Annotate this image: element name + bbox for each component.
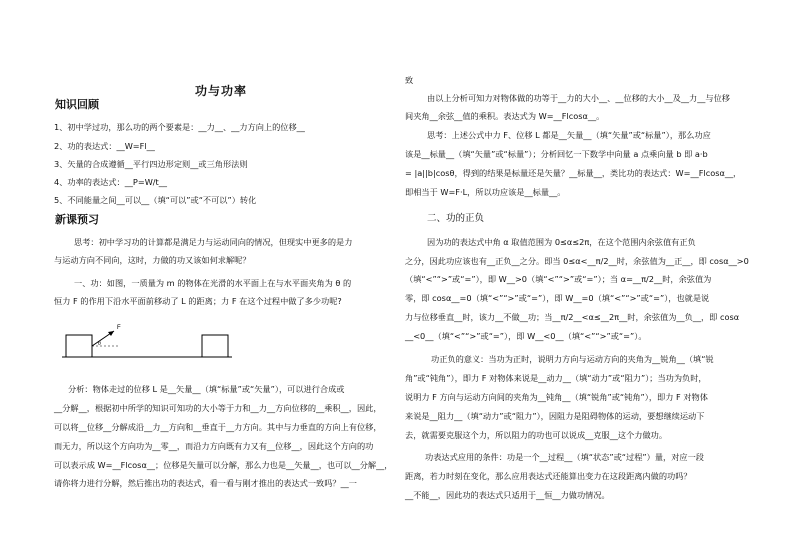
think-line: 与运动方向不同向，这时，力做的功又该如何求解呢？ [54, 255, 251, 265]
para1-line: 该是__标量__（填“矢量”或“标量”）；分析回忆一下数学中向量 a 点乘向量 b 即 a·b [405, 149, 708, 159]
para2-line: 之分，因此功应该也有__正负__之分。即当 0≤α<__π/2__时，余弦值为__正__，即 cosα__>0 [405, 256, 749, 266]
para2-line: 零，即 cosα__=0（填“<”“>”或“=”），即 W__=0（填“<”“>”或“=”），也就是说 [405, 293, 710, 303]
block-start [66, 335, 92, 357]
question-line: 恒力 F 的作用下沿水平面前移动了 L 的距离；力 F 在这个过程中做了多少功呢? [54, 296, 342, 306]
para3-line: 说明力 F 方向与运动方向间的夹角为__钝角__（填“锐角”或“钝角”），即力 F 对物体 [405, 392, 708, 402]
question-line: 一、功：如图，一质量为 m 的物体在光滑的水平面上在与水平面夹角为 θ 的 [74, 278, 352, 288]
sign-heading: 二、功的正负 [427, 213, 485, 224]
para1-line: 由以上分析可知力对物体做的功等于__力的大小__、__位移的大小__及__力__与位移 [427, 93, 730, 103]
think-line: 思考：初中学习功的计算都是满足力与运动同向的情况，但现实中更多的是力 [74, 237, 353, 247]
para1-line: 即相当于 W=F·L，所以功应该是__标量__。 [405, 187, 566, 197]
continued-word: 致 [405, 75, 414, 85]
review-item: 1、初中学过功，那么功的两个要素是：__力__、__力方向上的位移__ [54, 122, 305, 132]
analysis-line: 而无力，所以这个方向功为__零__，而沿力方向既有力又有__位移__，因此这个方向的功 [54, 441, 374, 451]
review-item: 2、功的表达式：__W=Fl__ [54, 141, 155, 151]
force-arrowhead [108, 331, 114, 336]
preview-heading: 新课预习 [55, 213, 99, 226]
para1-line: 间夹角__余弦__值的乘积。表达式为 W=__Flcosα__。 [405, 111, 605, 121]
force-label: F [117, 325, 121, 331]
para3-line: 功正负的意义：当功为正时，说明力方向与运动方向的夹角为__锐角__（填“锐 [431, 354, 714, 364]
block-end [202, 335, 228, 357]
para4-line: 距离，若力时刻在变化，那么应用表达式还能算出变力在这段距离内做的功吗？ [405, 471, 692, 481]
para3-line: 角”或“钝角”），即力 F 对物体来说是__动力__（填“动力”或“阻力”）；当功为负时， [405, 373, 707, 383]
analysis-line: 可以将__位移__分解成沿__力__方向和__垂直于__力方向。其中与力垂直的方向上有位移， [54, 422, 382, 432]
para4-line: __不能__，因此功的表达式只适用于__恒__力做功情况。 [405, 490, 610, 500]
analysis-line: 分析：物体走过的位移 L 是__矢量__（填“标量”或“矢量”），可以进行合成或 [68, 384, 345, 394]
para3-line: 来说是__阻力__（填“动力”或“阻力”），因阻力是阻碍物体的运动，要想继续运动下 [405, 411, 705, 421]
analysis-line: 可以表示成 W=__Flcosα__；位移是矢量可以分解，那么力也是__矢量__，也可以__分解__， [54, 460, 393, 470]
para2-line: （填“<”“>”或“=”），即 W__>0（填“<”“>”或“=”）；当 α=__π/2__时，余弦值为 [405, 274, 712, 284]
angle-label: θ [98, 341, 101, 347]
para2-line: 因为功的表达式中角 α 取值范围为 0≤α≤2π，在这个范围内余弦值有正负 [427, 237, 696, 247]
review-item: 5、不同能量之间__可以__（填“可以”或“不可以”）转化 [54, 195, 257, 205]
analysis-line: __分解__，根据初中所学的知识可知功的大小等于力和__力__方向位移的__乘积__，因此， [54, 403, 382, 413]
para1-line: = |a||b|cosθ，得到的结果是标量还是矢量？__标量__，类比功的表达式：W=__Flcosα__， [405, 168, 742, 178]
para3-line: 去，就需要克服这个力，所以阻力的功也可以说成__克服__这个力做功。 [405, 430, 668, 440]
block-force-diagram [62, 321, 232, 359]
review-item: 4、功率的表达式：__P=W/t__ [54, 177, 167, 187]
para4-line: 功表达式应用的条件：功是一个__过程__（填“状态”或“过程”）量，对应一段 [425, 452, 704, 462]
analysis-line: 请你将力进行分解，然后推出功的表达式，看一看与刚才推出的表达式一致吗？__一 [54, 478, 357, 488]
para2-line: __<0__（填“<”“>”或“=”），即 W__<0__（填“<”“>”或“=”）。 [405, 331, 647, 341]
review-heading: 知识回顾 [55, 98, 99, 111]
review-item: 3、矢量的合成遵循__平行四边形定则__或三角形法则 [54, 159, 248, 169]
para1-line: 思考：上述公式中力 F、位移 L 都是__矢量__（填“矢量”或“标量”），那么功应 [427, 130, 711, 140]
page-title: 功与功率 [195, 84, 248, 98]
para2-line: 力与位移垂直__时，该力__不做__功；当__π/2__<α≤__2π__时，余弦值为__负__，即 cosα [405, 312, 740, 322]
